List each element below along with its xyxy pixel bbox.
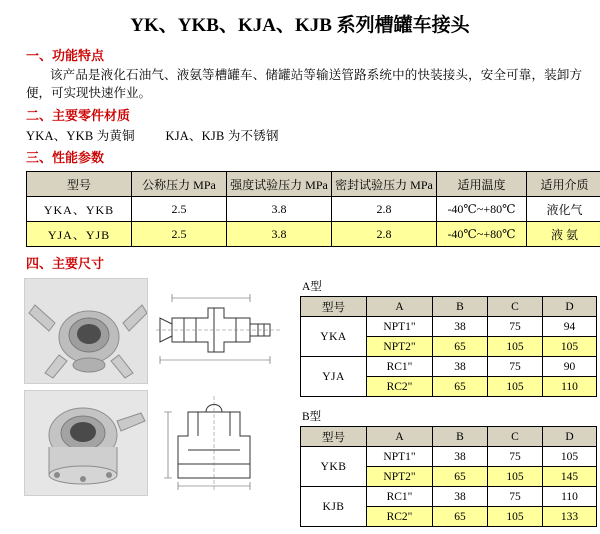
cell-b: 38 [433,487,488,507]
cell-group-name: YKB [301,447,367,487]
col-header-a: A [367,297,433,317]
dimension-tables-column [300,278,596,534]
cell-medium: 液 氨 [527,222,600,247]
cell-c: 105 [488,377,543,397]
cell-d: 90 [543,357,597,377]
cell-model: YKA、YKB [27,197,132,222]
cell-nominal-pressure: 2.5 [132,197,227,222]
col-header-model: 型号 [301,427,367,447]
photo-coupling-b [24,390,148,496]
table-row [301,317,597,337]
cell-c: 105 [488,467,543,487]
cell-group-name: YJA [301,357,367,397]
dimension-table-b [300,426,597,527]
materials-left-text: YKA、YKB 为黄铜 [26,129,135,143]
cell-strength-test-pressure: 3.8 [227,197,332,222]
col-header-c: C [488,297,543,317]
cell-d: 145 [543,467,597,487]
figure-row-b [24,390,286,496]
cell-d: 105 [543,337,597,357]
cell-c: 75 [488,487,543,507]
cell-a: NPT2" [367,337,433,357]
col-header-seal-test-pressure: 密封试验压力 MPa [332,172,437,197]
section-heading-features: 一、功能特点 [26,45,590,64]
col-header-d: D [543,427,597,447]
cell-b: 38 [433,447,488,467]
cell-d: 105 [543,447,597,467]
drawing-coupling-a [154,278,284,382]
table-row [27,222,600,247]
col-header-model: 型号 [27,172,132,197]
page-title: YK、YKB、KJA、KJB 系列槽罐车接头 [10,10,590,37]
cell-temperature: -40℃~+80℃ [437,197,527,222]
col-header-strength-test-pressure: 强度试验压力 MPa [227,172,332,197]
cell-a: RC2" [367,377,433,397]
cell-b: 65 [433,467,488,487]
cell-d: 133 [543,507,597,527]
cell-d: 94 [543,317,597,337]
section-heading-dimensions: 四、主要尺寸 [26,253,590,272]
dimension-table-label-b: B型 [302,408,596,424]
cell-c: 105 [488,337,543,357]
col-header-medium: 适用介质 [527,172,600,197]
col-header-model: 型号 [301,297,367,317]
table-row [301,357,597,377]
cell-group-name: KJB [301,487,367,527]
cell-a: NPT1" [367,447,433,467]
cell-a: RC2" [367,507,433,527]
cell-d: 110 [543,487,597,507]
table-header-row [301,297,597,317]
cell-b: 65 [433,507,488,527]
drawing-coupling-b [154,390,284,494]
cell-b: 65 [433,377,488,397]
cell-b: 38 [433,317,488,337]
cell-model: YJA、YJB [27,222,132,247]
table-header-row [301,427,597,447]
cell-a: NPT1" [367,317,433,337]
cell-strength-test-pressure: 3.8 [227,222,332,247]
cell-c: 105 [488,507,543,527]
materials-line [26,126,590,144]
col-header-d: D [543,297,597,317]
table-row [301,487,597,507]
photo-coupling-a-graphic [25,279,147,383]
performance-table [26,171,600,247]
cell-b: 65 [433,337,488,357]
cell-nominal-pressure: 2.5 [132,222,227,247]
table-header-row [27,172,600,197]
dimension-table-a [300,296,597,397]
photo-coupling-a [24,278,148,384]
features-body-text: 该产品是液化石油气、液氨等槽罐车、储罐站等输送管路系统中的快装接头，安全可靠，装卸方便，可实现快速作业。 [26,66,582,102]
cell-d: 110 [543,377,597,397]
cell-seal-test-pressure: 2.8 [332,222,437,247]
col-header-a: A [367,427,433,447]
image-column [24,278,286,502]
cell-c: 75 [488,317,543,337]
cell-seal-test-pressure: 2.8 [332,197,437,222]
col-header-b: B [433,427,488,447]
cell-b: 38 [433,357,488,377]
col-header-temperature: 适用温度 [437,172,527,197]
section-heading-performance: 三、性能参数 [26,147,590,166]
figure-row-a [24,278,286,384]
cell-medium: 液化气 [527,197,600,222]
col-header-c: C [488,427,543,447]
table-row [301,447,597,467]
cell-c: 75 [488,447,543,467]
section-heading-materials: 二、主要零件材质 [26,105,590,124]
cell-a: RC1" [367,357,433,377]
drawing-coupling-b-graphic [154,390,284,494]
cell-temperature: -40℃~+80℃ [437,222,527,247]
col-header-nominal-pressure: 公称压力 MPa [132,172,227,197]
cell-a: RC1" [367,487,433,507]
cell-group-name: YKA [301,317,367,357]
table-row [27,197,600,222]
photo-coupling-b-graphic [25,391,147,495]
dimension-table-label-a: A型 [302,278,596,294]
cell-c: 75 [488,357,543,377]
drawing-coupling-a-graphic [154,278,284,382]
col-header-b: B [433,297,488,317]
cell-a: NPT2" [367,467,433,487]
materials-right-text: KJA、KJB 为不锈钢 [165,129,278,143]
